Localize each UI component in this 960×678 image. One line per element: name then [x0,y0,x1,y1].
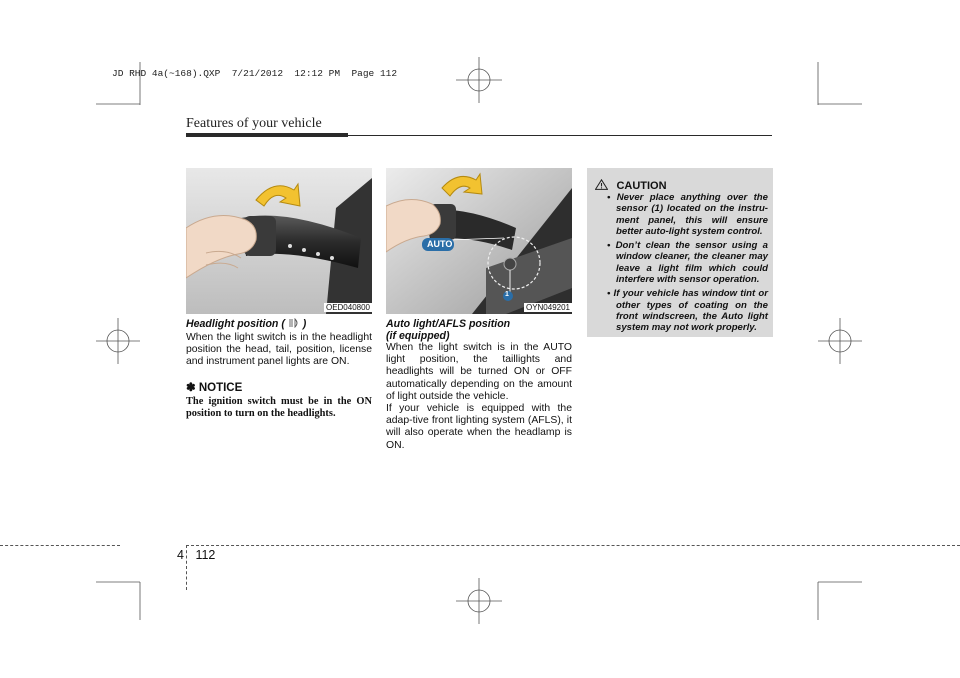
headlight-section [186,318,372,420]
auto-label: AUTO [427,239,453,249]
headlight-lever-illustration [186,168,372,314]
auto-light-photo [386,168,572,314]
auto-light-heading: Auto light/AFLS position [386,318,511,330]
page-number-value: 112 [195,548,216,562]
print-header: JD RHD 4a(~168).QXP 7/21/2012 12:12 PM Page 112 [112,68,398,79]
footer-dashed-rule-left [0,545,120,546]
auto-light-section [386,318,572,452]
photo-code: OYN049201 [525,303,570,312]
caution-item: • Don’t clean the sensor using a window cleaner, the cleaner may leave a light film which could interfere with sensor operation. [607,240,768,286]
auto-light-body-1: When the light switch is in the AUTO light position, the taillights and headlights will be turned ON or OFF automatically depending on the amount of light outside the vehicle. [386,342,572,402]
headlight-heading-text: Headlight position ( [186,318,285,330]
caution-item: • Never place anything over the sensor (1) located on the instru-ment panel, this will ensure better auto-light system control. [607,192,768,237]
caution-list [596,192,768,337]
photo-code: OED040800 [325,303,370,312]
page-number [177,548,215,562]
notice-title: ✽ NOTICE [186,381,243,394]
auto-light-illustration [386,168,572,314]
section-title: Features of your vehicle [186,116,322,131]
chapter-number: 4 [177,548,184,562]
headlight-heading-close: ) [302,318,307,330]
auto-light-body-2: If your vehicle is equipped with the adap-tive front lighting system (AFLS), it will also operate when the headlamp is ON. [386,403,572,451]
header-rule [186,135,772,136]
caution-box [587,168,773,337]
headlight-heading [186,318,372,330]
headlight-switch-photo [186,168,372,314]
caution-title: CAUTION [616,180,667,192]
caution-item: • If your vehicle has window tint or other types of coating on the front windscreen, the Auto light system may not work properly. [607,288,768,334]
auto-light-heading-sub: (if equipped) [386,330,450,342]
footer-dashed-rule [186,545,960,546]
notice-body: The ignition switch must be in the ON position to turn on the headlights. [186,395,372,419]
sensor-marker: 1 [505,291,509,298]
headlight-icon [288,318,300,328]
headlight-body: When the light switch is in the headlight position the head, tail, position, license and instrument panel lights are ON. [186,332,372,368]
